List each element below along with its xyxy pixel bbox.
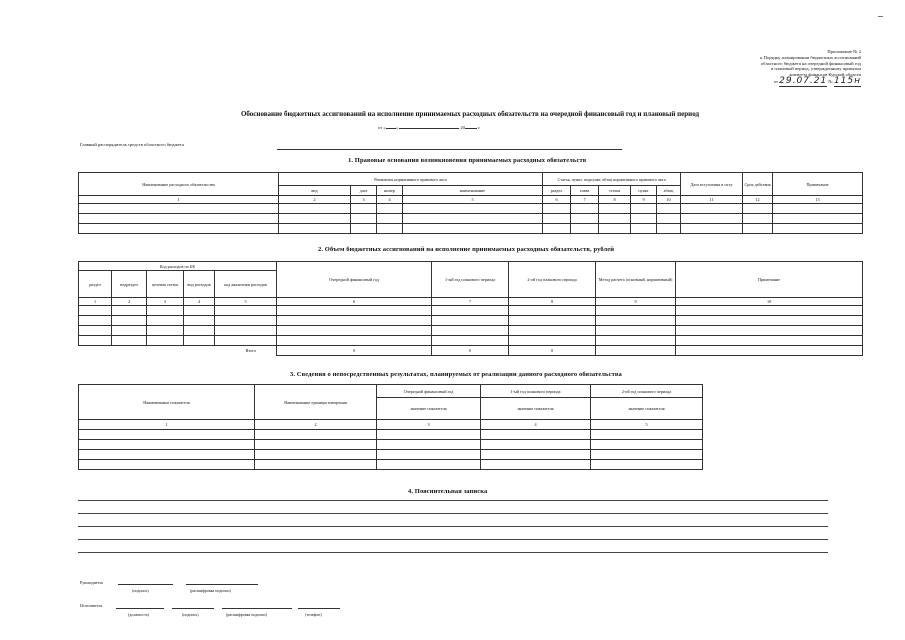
- s2-num: 6: [277, 298, 432, 306]
- total-value: 0: [432, 346, 509, 356]
- s2-num: 10: [676, 298, 863, 306]
- document-title: Обоснование бюджетных ассигнований на исполнение принимаемых расходных обязательств на очередной финансовый год и плановый период: [240, 110, 700, 118]
- scan-mark: [878, 16, 883, 17]
- decode-caption: (расшифровка подписи): [190, 588, 231, 593]
- decode-caption: (расшифровка подписи): [226, 612, 267, 617]
- s2-sub: целевая статья: [147, 271, 184, 298]
- date-line: [378, 125, 481, 131]
- appendix-line: комитета финансов Курской области: [789, 72, 861, 78]
- s1-sub: наименование: [403, 186, 543, 196]
- head-label: Руководитель: [80, 580, 104, 585]
- s1-col-name: Наименование расходного обязательства: [79, 173, 279, 196]
- appendix-line: к Порядку планирования бюджетных ассигнований: [760, 54, 861, 60]
- section3-table: [78, 384, 703, 470]
- s3-col-next: Очередной финансовый год: [377, 385, 481, 398]
- s2-col-note: Примечание: [676, 262, 863, 298]
- exec-decode-field[interactable]: [222, 608, 292, 609]
- s3-col-1: 1-ый год планового периода: [481, 385, 591, 398]
- total-value: 0: [277, 346, 432, 356]
- s2-col-2: 2-ой год планового периода: [509, 262, 596, 298]
- day-blank[interactable]: [386, 128, 396, 129]
- appendix-line: и плановый период, утвержденному приказом: [770, 66, 861, 72]
- s3-num: 3: [377, 420, 481, 430]
- s2-num: 4: [184, 298, 215, 306]
- sig-caption: (подпись): [132, 588, 149, 593]
- table-row: [79, 316, 863, 326]
- table-row: [79, 336, 863, 346]
- s1-num: 1: [79, 196, 279, 204]
- date-from: от «: [378, 125, 386, 130]
- s3-num: 2: [255, 420, 377, 430]
- section2-table: [78, 261, 863, 356]
- s1-col-term: Срок действия: [743, 173, 773, 196]
- phone-caption: (телефон): [305, 612, 322, 617]
- s3-val: значение показателя: [377, 398, 481, 420]
- table-row: [79, 430, 703, 440]
- manager-field[interactable]: [277, 149, 622, 150]
- s2-sub: подраздел: [112, 271, 147, 298]
- s1-sub: абзац: [657, 186, 681, 196]
- section3-title: 3. Сведения о непосредственных результатах, планируемых от реализации данного расходного обязательства: [290, 371, 622, 378]
- s1-col-article: Статья, пункт, подпункт, абзац нормативного правового акта: [543, 173, 681, 186]
- note-line[interactable]: [78, 539, 828, 540]
- handwritten-number: 115н: [833, 75, 861, 86]
- s1-sub: раздел: [543, 186, 571, 196]
- section4-title: 4. Пояснительная записка: [408, 488, 488, 495]
- s3-num: 4: [481, 420, 591, 430]
- s1-num: 9: [631, 196, 657, 204]
- note-line[interactable]: [78, 513, 828, 514]
- position-caption: (должность): [128, 612, 149, 617]
- head-signature-field[interactable]: [118, 584, 173, 585]
- table-row: [79, 214, 863, 224]
- s1-col-req: Реквизиты нормативного правового акта: [279, 173, 543, 186]
- sig-caption: (подпись): [182, 612, 199, 617]
- s2-num: 1: [79, 298, 112, 306]
- s2-sub: вид расходов: [184, 271, 215, 298]
- s1-num: 13: [773, 196, 863, 204]
- exec-position-field[interactable]: [116, 608, 164, 609]
- appendix-line: Приложение № 2: [827, 49, 861, 54]
- s2-sub: раздел: [79, 271, 112, 298]
- table-row: [79, 204, 863, 214]
- appendix-line: областного бюджета на очередной финансовый год: [760, 60, 861, 66]
- s3-col-2: 2-ой год планового периода: [591, 385, 703, 398]
- s1-sub: глава: [571, 186, 599, 196]
- s2-sub: код аналитики расходов: [215, 271, 277, 298]
- s2-num: 9: [596, 298, 676, 306]
- s2-num: 8: [509, 298, 596, 306]
- s3-num: 1: [79, 420, 255, 430]
- table-row: [79, 306, 863, 316]
- section2-title: 2. Объем бюджетных ассигнований на исполнение принимаемых расходных обязательств, рублей: [318, 246, 615, 253]
- s1-num: 10: [657, 196, 681, 204]
- s1-sub: пункт: [631, 186, 657, 196]
- note-line[interactable]: [78, 526, 828, 527]
- date-prefix: от: [773, 78, 778, 84]
- s1-num: 3: [351, 196, 377, 204]
- s1-num: 6: [543, 196, 571, 204]
- month-blank[interactable]: [399, 128, 459, 129]
- table-row: [79, 440, 703, 450]
- number-prefix: №: [828, 78, 833, 84]
- s3-col-name: Наименование показателя: [79, 385, 255, 420]
- s1-col-date: Дата вступления в силу: [681, 173, 743, 196]
- manager-label: Главный распорядитель средств областного бюджета: [80, 142, 184, 147]
- total-value: 0: [509, 346, 596, 356]
- s2-num: 7: [432, 298, 509, 306]
- s2-num: 3: [147, 298, 184, 306]
- s3-col-unit: Наименование единицы измерения: [255, 385, 377, 420]
- year-blank[interactable]: [465, 128, 477, 129]
- table-row: [79, 450, 703, 460]
- s1-sub: статья: [599, 186, 631, 196]
- s1-num: 8: [599, 196, 631, 204]
- s2-kbk: Код расходов по БК: [79, 262, 277, 271]
- head-decode-field[interactable]: [186, 584, 258, 585]
- s1-num: 7: [571, 196, 599, 204]
- s3-num: 5: [591, 420, 703, 430]
- date-close: »: [395, 125, 398, 130]
- table-row: [79, 224, 863, 234]
- s1-col-note: Примечание: [773, 173, 863, 196]
- s3-val: значение показателя: [481, 398, 591, 420]
- total-row: [79, 346, 863, 356]
- s1-num: 12: [743, 196, 773, 204]
- exec-phone-field[interactable]: [298, 608, 340, 609]
- s1-num: 4: [377, 196, 403, 204]
- s2-col-next: Очередной финансовый год: [277, 262, 432, 298]
- exec-signature-field[interactable]: [172, 608, 214, 609]
- s2-col-method: Метод расчета (основный, нормативный): [596, 262, 676, 298]
- handwritten-date: 29.07.21: [779, 75, 828, 86]
- s1-sub: номер: [377, 186, 403, 196]
- year-suffix: г.: [478, 125, 481, 130]
- note-line[interactable]: [78, 552, 828, 553]
- s1-sub: вид: [279, 186, 351, 196]
- section1-title: 1. Правовые основания возникновения принимаемых расходных обязательств: [348, 157, 587, 164]
- s1-num: 2: [279, 196, 351, 204]
- s2-num: 2: [112, 298, 147, 306]
- s2-num: 5: [215, 298, 277, 306]
- table-row: [79, 460, 703, 470]
- s1-num: 11: [681, 196, 743, 204]
- note-line[interactable]: [78, 500, 828, 501]
- year-prefix: 20: [460, 125, 465, 130]
- appendix-block: [731, 49, 861, 85]
- s1-sub: дата: [351, 186, 377, 196]
- table-row: [79, 326, 863, 336]
- s2-col-1: 1-ый год планового периода: [432, 262, 509, 298]
- section1-table: [78, 172, 863, 234]
- executor-label: Исполнитель: [80, 603, 103, 608]
- s3-val: значение показателя: [591, 398, 703, 420]
- s1-num: 5: [403, 196, 543, 204]
- total-label: Итого: [245, 348, 257, 354]
